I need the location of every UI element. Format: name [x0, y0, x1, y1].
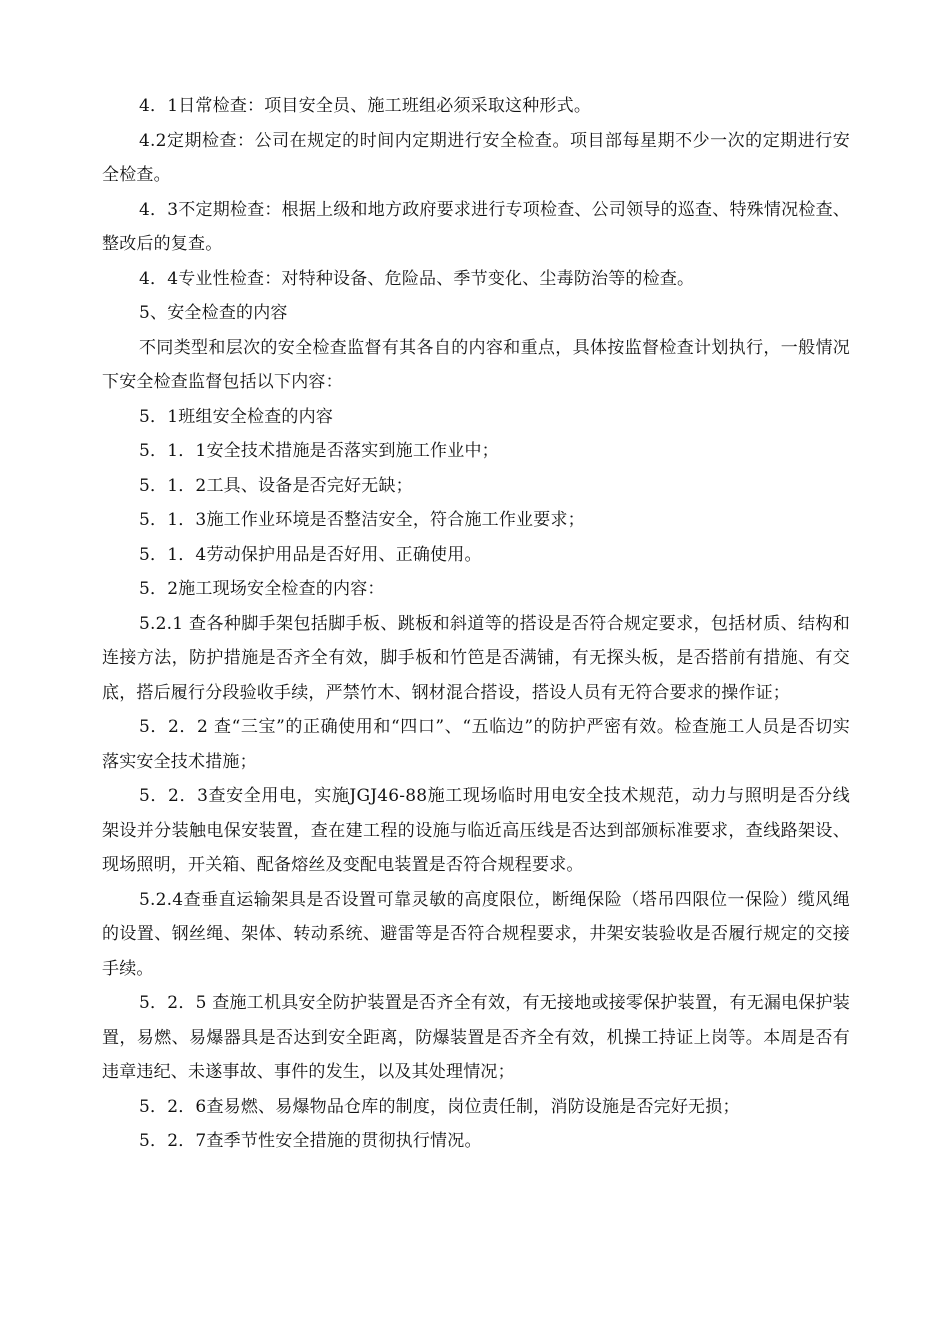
paragraph-5-1-4: 5．1．4劳动保护用品是否好用、正确使用。: [139, 544, 482, 565]
paragraph-4-4: 4．4专业性检查：对特种设备、危险品、季节变化、尘毒防治等的检查。: [139, 268, 695, 289]
paragraph-5-2-4: 5.2.4查垂直运输架具是否设置可靠灵敏的高度限位，断绳保险（塔吊四限位一保险）缆风绳的设置、钢丝绳、架体、转动系统、避雷等是否符合规程要求，井架安装验收是否履行规定的交接手续。: [102, 889, 850, 979]
subsection-heading-5-2: 5．2施工现场安全检查的内容：: [139, 579, 385, 599]
document-page: [102, 89, 850, 1159]
paragraph-5-1-2: 5．1．2工具、设备是否完好无缺；: [139, 475, 413, 496]
paragraph-intro-5: 不同类型和层次的安全检查监督有其各自的内容和重点，具体按监督检查计划执行，一般情况下安全检查监督包括以下内容：: [102, 337, 850, 392]
paragraph-5-2-1: 5.2.1 查各种脚手架包括脚手板、跳板和斜道等的搭设是否符合规定要求，包括材质、结构和连接方法，防护措施是否齐全有效，脚手板和竹笆是否满铺，有无探头板，是否搭前有措施、有交底，搭后履行分段验收手续，严禁竹木、钢材混合搭设，搭设人员有无符合要求的操作证；: [102, 613, 850, 703]
paragraph-5-1-3: 5．1．3施工作业环境是否整洁安全，符合施工作业要求；: [139, 510, 585, 530]
subsection-heading-5-1: 5．1班组安全检查的内容: [139, 406, 334, 427]
paragraph-5-2-2: 5．2．2 查“三宝”的正确使用和“四口”、“五临边”的防护严密有效。检查施工人员是否切实落实安全技术措施；: [102, 717, 850, 772]
paragraph-5-2-6: 5．2．6查易燃、易爆物品仓库的制度，岗位责任制，消防设施是否完好无损；: [139, 1096, 740, 1117]
paragraph-4-1: 4．1日常检查：项目安全员、施工班组必须采取这种形式。: [139, 96, 592, 116]
paragraph-5-2-3: 5．2．3查安全用电，实施JGJ46-88施工现场临时用电安全技术规范，动力与照明是否分线架设并分装触电保安装置，查在建工程的设施与临近高压线是否达到部颁标准要求，查线路架设、现场照明，开关箱、配备熔丝及变配电装置是否符合规程要求。: [102, 786, 850, 875]
paragraph-5-2-5: 5．2．5 查施工机具安全防护装置是否齐全有效，有无接地或接零保护装置，有无漏电保护装置，易燃、易爆器具是否达到安全距离，防爆装置是否齐全有效，机操工持证上岗等。本周是否有违章违纪、未遂事故、事件的发生，以及其处理情况；: [102, 993, 850, 1082]
paragraph-5-2-7: 5．2．7查季节性安全措施的贯彻执行情况。: [139, 1131, 482, 1151]
section-heading-5: 5、安全检查的内容: [139, 303, 288, 323]
paragraph-5-1-1: 5．1．1安全技术措施是否落实到施工作业中；: [139, 441, 499, 461]
paragraph-4-3: 4．3不定期检查：根据上级和地方政府要求进行专项检查、公司领导的巡查、特殊情况检查、整改后的复查。: [102, 199, 850, 254]
paragraph-4-2: 4.2定期检查：公司在规定的时间内定期进行安全检查。项目部每星期不少一次的定期进行安全检查。: [102, 130, 850, 185]
